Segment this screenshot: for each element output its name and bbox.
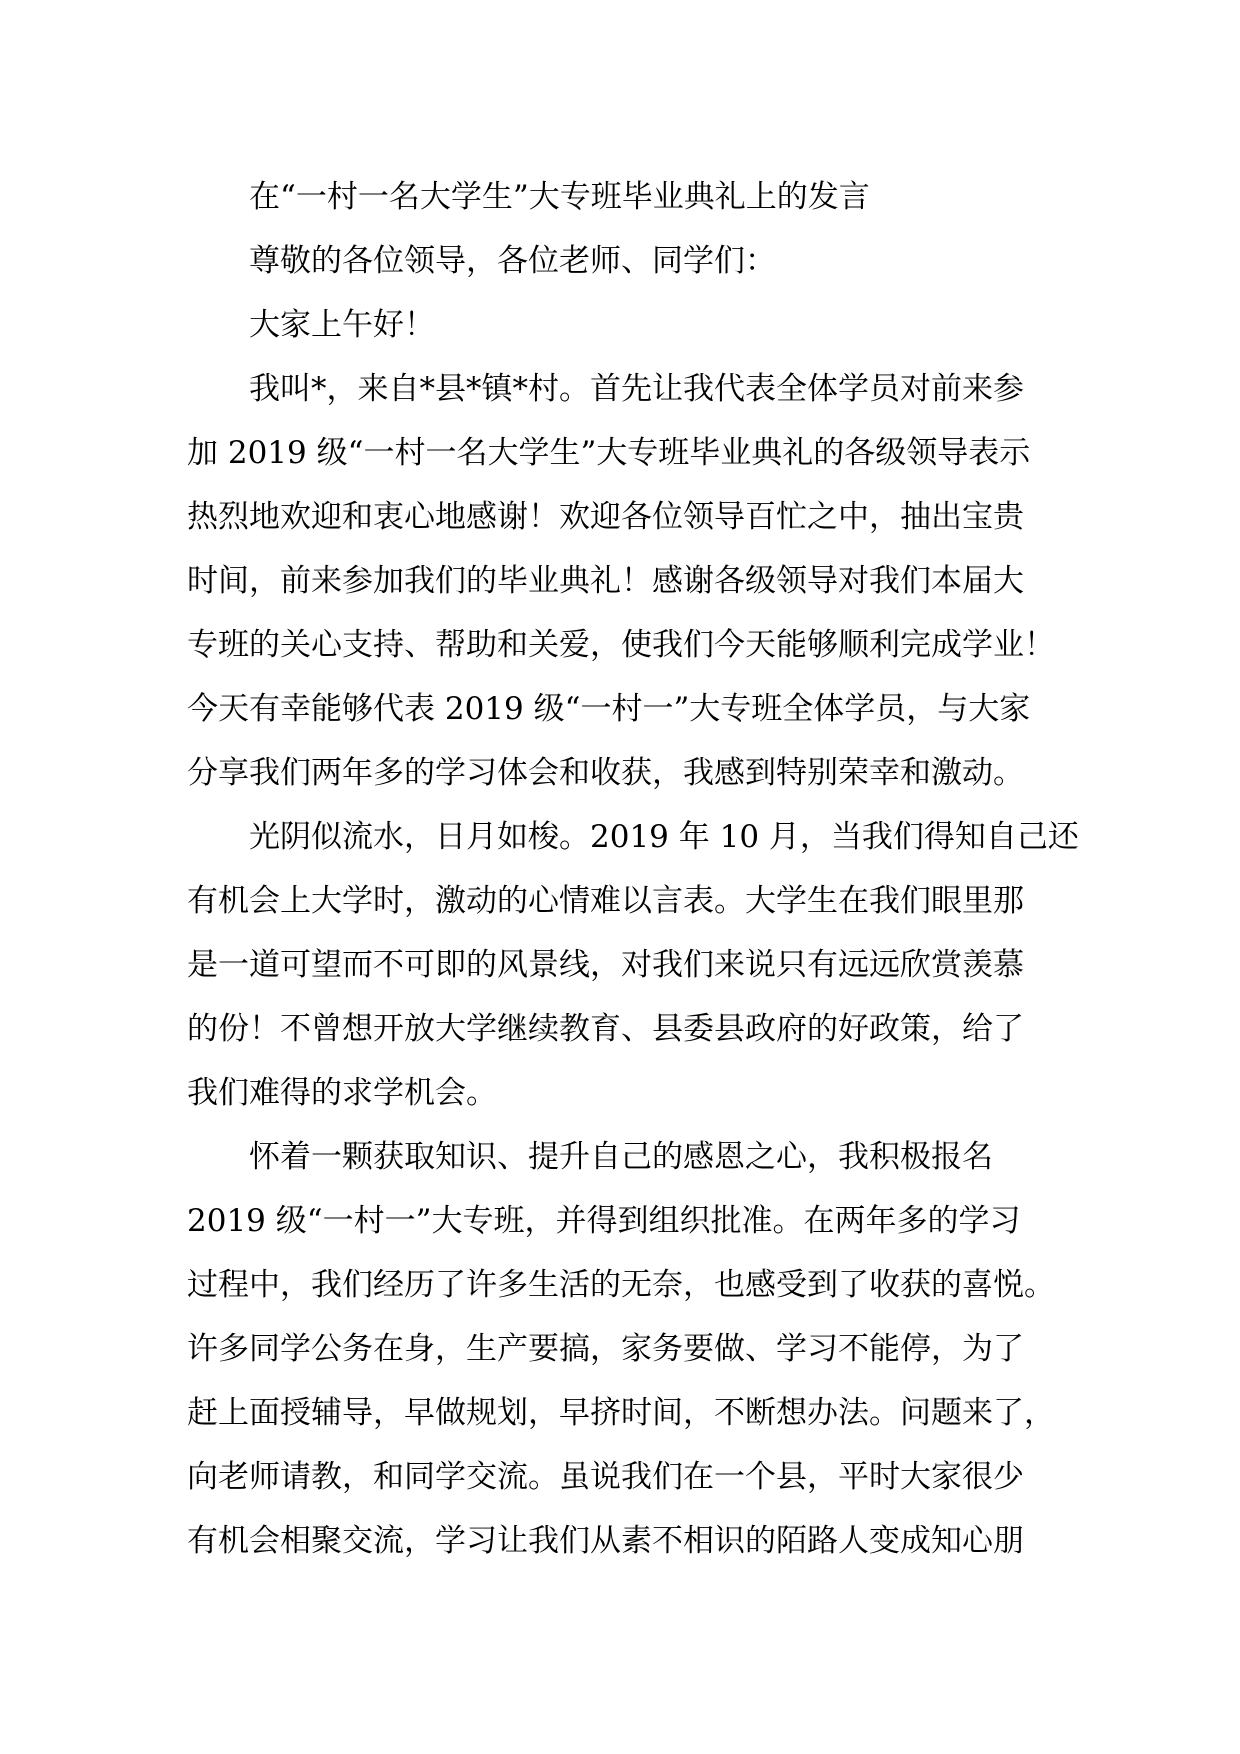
paragraph-line: 光阴似流水，日月如梭。2019 年 10 月，当我们得知自己还 <box>249 819 1079 855</box>
paragraph-line: 的份！不曾想开放大学继续教育、县委县政府的好政策，给了 <box>187 1011 1024 1047</box>
paragraph-3 <box>187 1125 1087 1573</box>
paragraph-line: 许多同学公务在身，生产要搞，家务要做、学习不能停，为了 <box>187 1331 1024 1367</box>
paragraph-line: 今天有幸能够代表 2019 级“一村一”大专班全体学员，与大家 <box>187 691 1031 727</box>
paragraph-line: 2019 级“一村一”大专班，并得到组织批准。在两年多的学习 <box>187 1203 1021 1239</box>
document-title: 在“一村一名大学生”大专班毕业典礼上的发言 <box>249 179 870 215</box>
greeting: 大家上午好！ <box>249 307 435 343</box>
paragraph-line: 赶上面授辅导，早做规划，早挤时间，不断想办法。问题来了， <box>187 1395 1055 1431</box>
paragraph-line: 热烈地欢迎和衷心地感谢！欢迎各位领导百忙之中，抽出宝贵 <box>187 499 1024 535</box>
salutation: 尊敬的各位领导，各位老师、同学们： <box>249 243 776 279</box>
paragraph-line: 有机会相聚交流，学习让我们从素不相识的陌路人变成知心朋 <box>187 1523 1024 1559</box>
paragraph-line: 时间，前来参加我们的毕业典礼！感谢各级领导对我们本届大 <box>187 563 1024 599</box>
paragraph-line: 专班的关心支持、帮助和关爱，使我们今天能够顺利完成学业！ <box>187 627 1055 663</box>
paragraph-line: 过程中，我们经历了许多生活的无奈，也感受到了收获的喜悦。 <box>187 1267 1055 1303</box>
paragraph-line: 我们难得的求学机会。 <box>187 1075 497 1111</box>
paragraph-line: 向老师请教，和同学交流。虽说我们在一个县，平时大家很少 <box>187 1459 1024 1495</box>
paragraph-line: 是一道可望而不可即的风景线，对我们来说只有远远欣赏羡慕 <box>187 947 1024 983</box>
paragraph-line: 分享我们两年多的学习体会和收获，我感到特别荣幸和激动。 <box>187 755 1024 791</box>
paragraph-line: 我叫*，来自*县*镇*村。首先让我代表全体学员对前来参 <box>249 371 1024 407</box>
paragraph-2 <box>187 805 1087 1125</box>
paragraph-line: 有机会上大学时，激动的心情难以言表。大学生在我们眼里那 <box>187 883 1024 919</box>
paragraph-line: 加 2019 级“一村一名大学生”大专班毕业典礼的各级领导表示 <box>187 435 1031 471</box>
document-body <box>187 165 1087 1573</box>
paragraph-line: 怀着一颗获取知识、提升自己的感恩之心，我积极报名 <box>249 1139 993 1175</box>
paragraph-1 <box>187 357 1087 805</box>
